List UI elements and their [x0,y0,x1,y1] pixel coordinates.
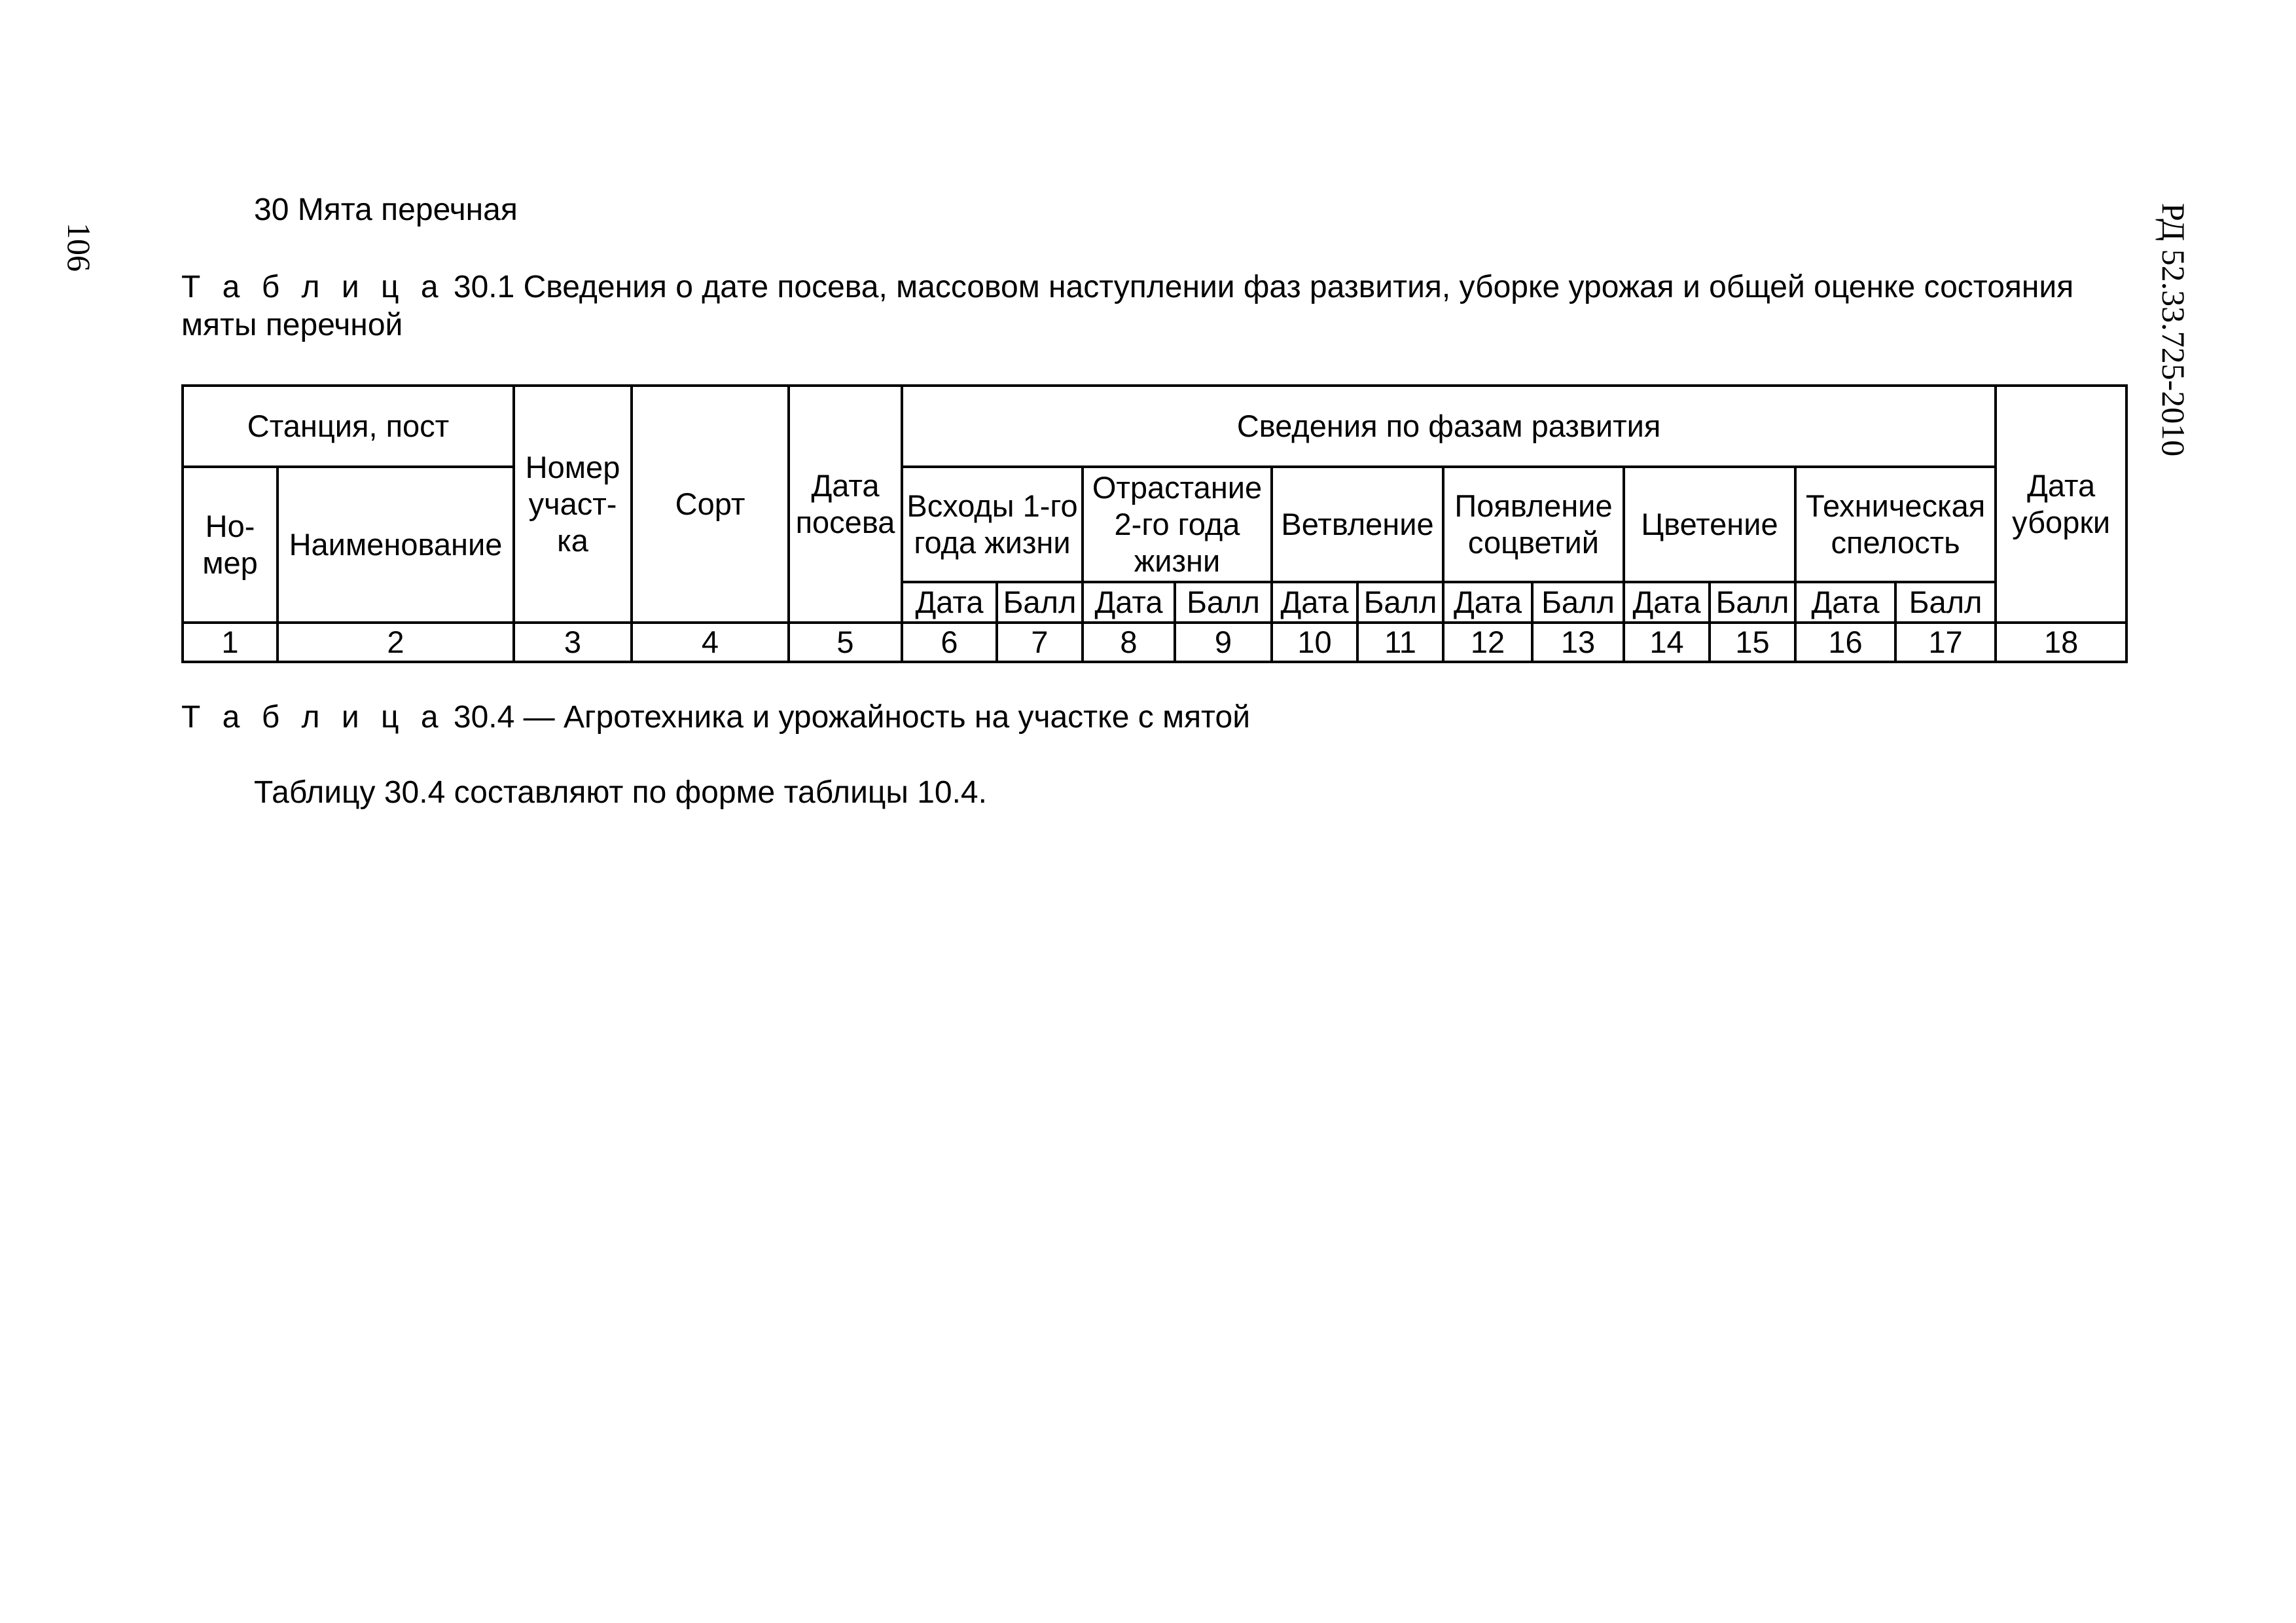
column-number: 12 [1443,623,1532,662]
header-score: Балл [1710,582,1795,623]
header-date: Дата [1272,582,1357,623]
column-number: 15 [1710,623,1795,662]
column-number: 8 [1083,623,1175,662]
column-number-row [183,623,2126,662]
header-phase-flowering: Цветение [1624,467,1795,582]
header-station: Станция, пост [183,386,514,467]
table-caption [181,268,2119,344]
header-phase-emergence: Всходы 1-го года жизни [902,467,1083,582]
header-plot-number: Номер участ-ка [514,386,632,623]
header-phase-inflorescence: Появление соцветий [1443,467,1624,582]
table2-caption-label: Т а б л и ц а [181,700,445,735]
column-number: 13 [1532,623,1624,662]
header-date: Дата [902,582,997,623]
table-caption-text: 30.1 Сведения о дате посева, массовом наступлении фаз развития, уборке урожая и общей оценке состояния мяты перечной [181,270,2074,342]
header-score: Балл [1357,582,1443,623]
header-sowing-date: Дата посева [789,386,902,623]
section-title: 30 Мята перечная [254,192,518,227]
column-number: 1 [183,623,278,662]
header-phase-branching: Ветвление [1272,467,1443,582]
column-number: 9 [1175,623,1272,662]
column-number: 11 [1357,623,1443,662]
column-number: 4 [632,623,789,662]
column-number: 5 [789,623,902,662]
column-number: 6 [902,623,997,662]
table2-caption-text: 30.4 — Агротехника и урожайность на участке с мятой [453,700,1251,735]
header-phases: Сведения по фазам развития [902,386,1996,467]
column-number: 2 [278,623,514,662]
column-number: 16 [1795,623,1895,662]
document-code: РД 52.33.725-2010 [2155,203,2192,457]
table-caption-label: Т а б л и ц а [181,270,445,304]
column-number: 18 [1996,623,2126,662]
header-harvest-date: Дата уборки [1996,386,2126,623]
column-number: 17 [1895,623,1996,662]
column-number: 10 [1272,623,1357,662]
header-date: Дата [1083,582,1175,623]
header-phase-regrowth: Отрастание 2-го года жизни [1083,467,1272,582]
header-score: Балл [997,582,1083,623]
page-number: 106 [61,223,98,272]
column-number: 7 [997,623,1083,662]
header-date: Дата [1443,582,1532,623]
column-number: 14 [1624,623,1710,662]
header-name: Наименование [278,467,514,623]
header-score: Балл [1175,582,1272,623]
header-variety: Сорт [632,386,789,623]
header-date: Дата [1795,582,1895,623]
column-number: 3 [514,623,632,662]
header-date: Дата [1624,582,1710,623]
note-text: Таблицу 30.4 составляют по форме таблицы 10.4. [254,775,987,810]
header-score: Балл [1895,582,1996,623]
header-score: Балл [1532,582,1624,623]
header-number: Но-мер [183,467,278,623]
phenology-table [181,384,2128,663]
header-phase-ripeness: Техническая спелость [1795,467,1996,582]
table2-caption [181,699,1250,735]
